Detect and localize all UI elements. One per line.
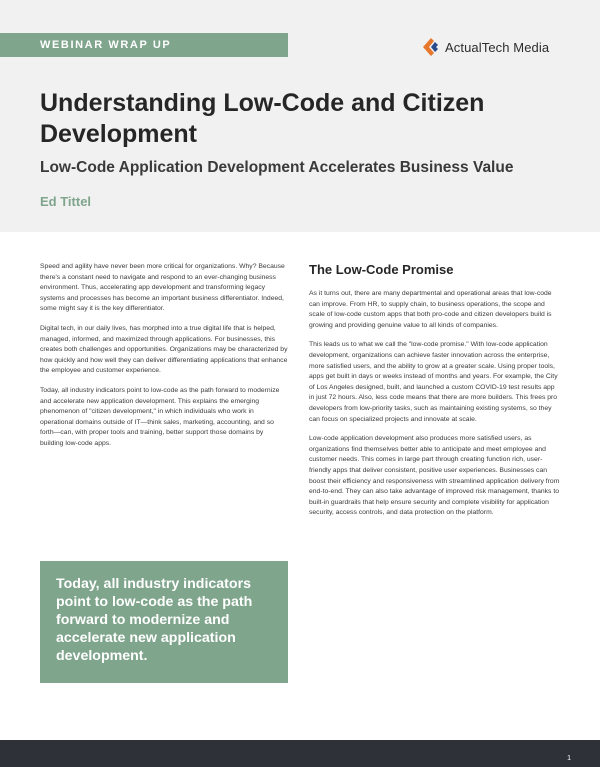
body-paragraph: Low-code application development also produces more satisfied users, as organizations find themselves better able to anticipate and meet employee and customer needs. This comes in large part through creating function rich, user-friendly apps that deliver consistent, positive user experiences. Businesses can boost their efficiency and responsiveness with streamlined application delivery from end-to-end. They can also take advantage of improved risk management, thanks to built-in guardrails that help ensure security and complete visibility for application security, access controls, and data protection on the platform.: [309, 435, 560, 517]
logo-chevron-icon: [420, 37, 440, 57]
logo-text: ActualTech Media: [445, 39, 550, 55]
right-column: [309, 262, 561, 528]
body-paragraph: Speed and agility have never been more critical for organizations. Why? Because there's a constant need to navigate and respond to an ever-changing business environment. Thus, accelerating app development and transforming legacy systems and processes has become an important business differentiator. Indeed, some might say it is the key differentiator.: [40, 263, 285, 313]
left-column: [40, 262, 288, 459]
webinar-banner: WEBINAR WRAP UP: [0, 33, 288, 57]
section-heading: The Low-Code Promise: [309, 262, 454, 277]
page-footer: [0, 740, 600, 767]
author-name: Ed Tittel: [40, 194, 92, 209]
page-number: 1: [567, 755, 571, 762]
body-paragraph: As it turns out, there are many departmental and operational areas that low-code can improve. From HR, to supply chain, to business operations, the scope and scale of low-code custom apps that both pro-code and citizen developers build is growing and providing genuine value to all kinds of companies.: [309, 290, 552, 329]
page-subtitle: Low-Code Application Development Accelerates Business Value: [40, 159, 514, 176]
pull-quote: Today, all industry indicators point to low-code as the path forward to modernize and accelerate new application development.: [40, 561, 288, 683]
body-paragraph: Digital tech, in our daily lives, has morphed into a true digital life that is helped, managed, informed, and maximized through applications. For businesses, this creates both challenges and opportunities. Organizations may be characterized by how quickly and how well they can deliver differentiating applications that enhance the employee and customer experience.: [40, 324, 288, 375]
body-paragraph: Today, all industry indicators point to low-code as the path forward to modernize and accelerate new application development. This explains the emerging phenomenon of "citizen development," in which individuals who work in operational domains outside of IT—think sales, marketing, accounting, and so forth—can, with proper tools and training, better support those domains by building low-code apps.: [40, 386, 280, 447]
page-title: Understanding Low-Code and Citizen Development: [40, 89, 485, 148]
body-paragraph: This leads us to what we call the "low-code promise." With low-code application development, organizations can achieve faster innovation across the enterprise, more satisfied users, and the ability to grow at a greater scale. Using proper tools, apps get built in days or weeks instead of months and years. For example, the City of Los Angeles designed, built, and launched a custom COVID-19 test results app in just 72 hours. Also, less code means that there are more builders. This frees pro developers from low-priority tasks, such as maintaining existing systems, so they can focus on specialized projects and innovate at scale.: [309, 341, 558, 423]
actualtech-media-logo: [420, 36, 549, 58]
